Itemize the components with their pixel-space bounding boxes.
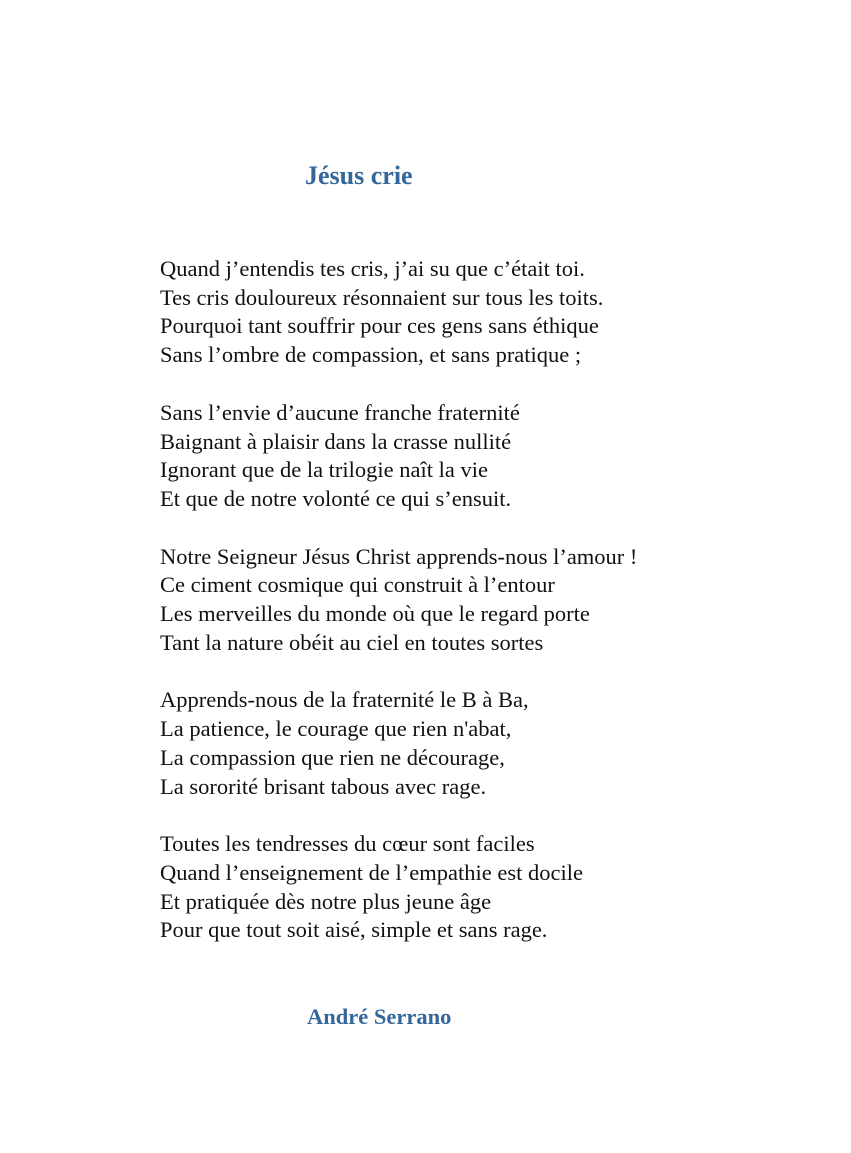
poem-line: Quand j’entendis tes cris, j’ai su que c’était toi.: [160, 256, 585, 281]
stanza-2: [160, 399, 800, 514]
poem-title: Jésus crie: [305, 161, 413, 190]
poem-line: Les merveilles du monde où que le regard porte: [160, 601, 590, 627]
poem-line: Baignant à plaisir dans la crasse nullité: [160, 428, 512, 454]
poem-line: Tant la nature obéit au ciel en toutes sortes: [160, 629, 544, 655]
poem-line: Apprends-nous de la fraternité le B à Ba,: [160, 687, 529, 713]
poem-line: Sans l’ombre de compassion, et sans pratique ;: [160, 342, 582, 368]
stanza-5: [160, 830, 800, 945]
poem-line: Et pratiquée dès notre plus jeune âge: [160, 888, 492, 914]
poem-line: La compassion que rien ne décourage,: [160, 744, 505, 770]
poem-line: Tes cris douloureux résonnaient sur tous les toits.: [160, 284, 604, 310]
poem-line: Et que de notre volonté ce qui s’ensuit.: [160, 485, 512, 511]
poem-body: [160, 255, 800, 974]
poem-line: La sororité brisant tabous avec rage.: [160, 773, 487, 799]
poem-line: Ignorant que de la trilogie naît la vie: [160, 457, 489, 483]
poem-line: La patience, le courage que rien n'abat,: [160, 716, 512, 742]
poem-line: Toutes les tendresses du cœur sont faciles: [160, 831, 535, 857]
stanza-3: [160, 543, 800, 658]
poem-line: Ce ciment cosmique qui construit à l’entour: [160, 572, 555, 598]
poem-line: Pourquoi tant souffrir pour ces gens sans éthique: [160, 313, 599, 339]
poem-line: Sans l’envie d’aucune franche fraternité: [160, 399, 520, 425]
stanza-1: [160, 255, 800, 370]
poem-line: Quand l’enseignement de l’empathie est docile: [160, 859, 583, 885]
poem-line: Pour que tout soit aisé, simple et sans rage.: [160, 917, 548, 943]
poem-author: André Serrano: [307, 1004, 452, 1029]
stanza-4: [160, 686, 800, 801]
poem-line: Notre Seigneur Jésus Christ apprends-nous l’amour !: [160, 543, 638, 569]
